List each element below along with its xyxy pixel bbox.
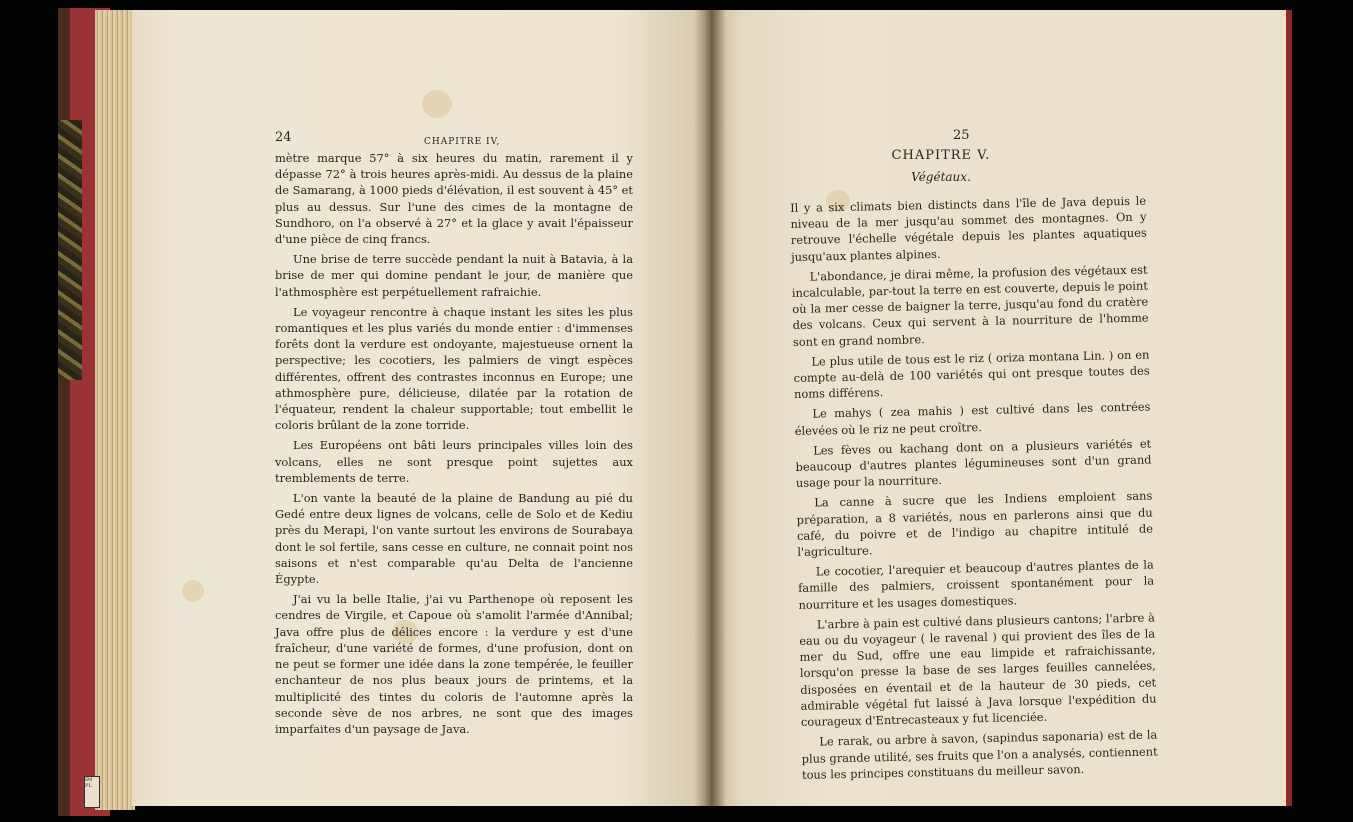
paragraph: Une brise de terre succède pendant la nuit à Batavia, à la brise de mer qui domine pendant le jour, de manière que l'athmosphère est perpétuellement rafraichie. (275, 252, 633, 299)
paragraph: L'on vante la beauté de la plaine de Bandung au pié du Gedé entre deux lignes de volcans, celle de Solo et de Kediu près du Merapi, l'on vante surtout les environs de Sourabaya dont le sol fertile, sans cesse en culture, ne connait point nos saisons et n'est comparable qu'au Delta de l'ancienne Égypte. (275, 491, 633, 587)
paragraph: Le cocotier, l'arequier et beaucoup d'autres plantes de la famille des palmiers, croissent spontanément pour la nourriture et les usages domestiques. (797, 557, 1155, 612)
paragraph: Il y a six climats bien distincts dans l'île de Java depuis le niveau de la mer jusqu'au sommet des montagnes. On y retrouve l'échelle végétale depuis les plantes aquatiques jusqu'aux plantes alpines. (790, 193, 1147, 264)
right-page (706, 10, 1286, 806)
library-tag-text: IM PL (85, 777, 93, 789)
right-page-text (790, 193, 1158, 787)
paragraph: Le plus utile de tous est le riz ( oriza montana Lin. ) on en compte au-delà de 100 variétés qui ont presque toutes des noms différens. (793, 347, 1150, 402)
chapter-title: CHAPITRE V. (891, 148, 991, 163)
left-page-text (275, 150, 633, 741)
left-page (132, 10, 706, 806)
marbled-endpaper (58, 120, 82, 380)
paragraph: Le voyageur rencontre à chaque instant les sites les plus romantiques et les plus variés du monde entier : d'immenses forêts dont la verdure est ondoyante, majestueuse ornent la perspective; les cocotiers, les palmiers de vingt espèces différentes, offrent des contrastes inconnus en Europe; une athmosphère pure, délicieuse, dilatée par la rotation de l'équateur, rendent la chaleur supportable; tout embellit le coloris brûlant de la zone torride. (275, 304, 633, 433)
paragraph: La canne à sucre que les Indiens emploient sans préparation, a 8 variétés, nous en parlerons ainsi que du café, du poivre et de l'indigo au chapitre intitulé de l'agriculture. (796, 488, 1154, 559)
page-number-right: 25 (953, 128, 970, 143)
paragraph: L'arbre à pain est cultivé dans plusieurs cantons; l'arbre à eau ou du voyageur ( le ravenal ) qui provient des îles de la mer du Sud, offre une eau limpide et rafraichissante, lorsqu'on presse la base de ses larges feuilles cannelées, disposées en éventail et de la hauteur de 30 pieds, cet admirable végétal fut laissé à Java lorsque l'expédition du courageux d'Entrecasteaux y fut licenciée. (799, 610, 1157, 729)
foxing-spot (422, 90, 452, 118)
paragraph: Le mahys ( zea mahis ) est cultivé dans les contrées élevées où le riz ne peut croître. (794, 399, 1151, 438)
book-gutter (694, 10, 726, 806)
paragraph: Le rarak, ou arbre à savon, (sapindus saponaria) est de la plus grande utilité, ses fruits que l'on a analysés, contiennent tous les principes constituans du meilleur savon. (801, 727, 1158, 782)
foxing-spot (182, 580, 204, 602)
running-head: CHAPITRE IV, (424, 137, 501, 147)
paragraph: J'ai vu la belle Italie, j'ai vu Parthenope où reposent les cendres de Virgile, et Capoue où s'amolit l'armée d'Annibal; Java offre plus de délices encore : la verdure y est d'une fraîcheur, d'une variété de formes, d'une profusion, dont on ne peut se former une idée dans la zone tempérée, le feuiller enchanteur de nos plus beaux jours de printems, et la multiplicité des tintes du coloris de l'automne après la seconde sève de nos arbres, ne sont que des images imparfaites d'un paysage de Java. (275, 592, 633, 736)
section-title: Végétaux. (911, 170, 971, 184)
page-number-left: 24 (275, 130, 292, 145)
library-tag (84, 776, 100, 808)
paragraph: L'abondance, je dirai même, la profusion des végétaux est incalculable, par-tout la terre en est couverte, depuis le point où la mer cesse de baigner la terre, jusqu'au fond du cratère des volcans. Ceux qui servent à la nourriture de l'homme sont en grand nombre. (791, 262, 1149, 349)
paragraph: Les fèves ou kachang dont on a plusieurs variétés et beaucoup d'autres plantes légumineuses sont d'un grand usage pour la nourriture. (795, 436, 1152, 491)
page-edges (95, 10, 135, 810)
paragraph: Les Européens ont bâti leurs principales villes loin des volcans, elles ne sont presque point sujettes aux tremblements de terre. (275, 438, 633, 485)
paragraph: mètre marque 57° à six heures du matin, rarement il y dépasse 72° à trois heures après-midi. Au dessus de la plaine de Samarang, à 1000 pieds d'élévation, il est souvent à 45° et plus au dessus. Sur l'une des cimes de la montagne de Sundhoro, on l'a observé à 27° et la glace y avait l'épaisseur d'une pièce de cinq francs. (275, 151, 633, 247)
